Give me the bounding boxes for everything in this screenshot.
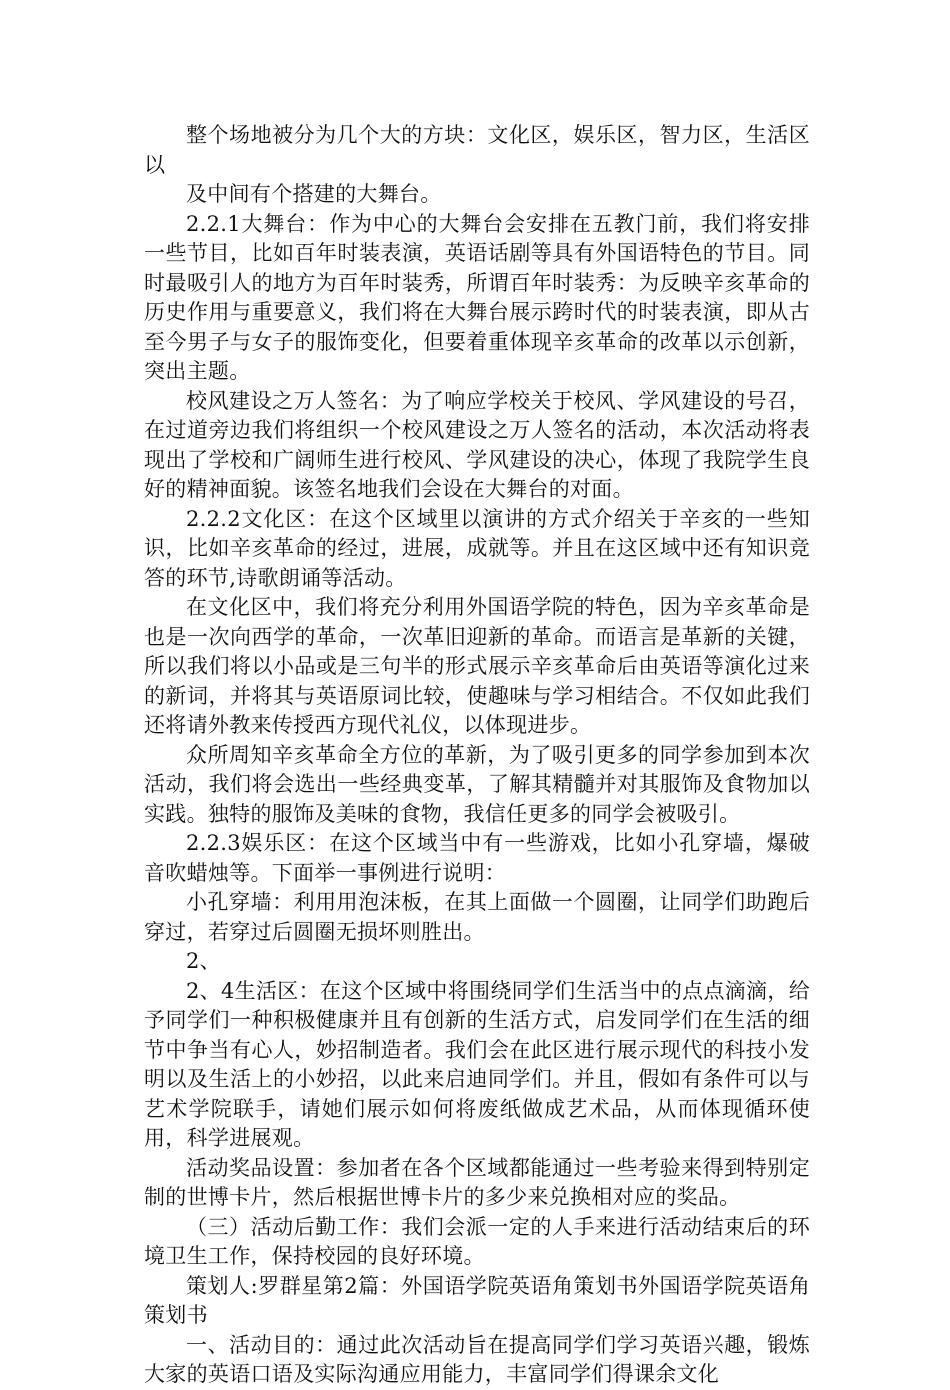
- paragraph-culture-zone: 2.2.2文化区：在这个区域里以演讲的方式介绍关于辛亥的一些知识，比如辛亥革命的经过，进展，成就等。并且在这区域中还有知识竞答的环节,诗歌朗诵等活动。: [144, 506, 810, 590]
- paragraph-prizes: 活动奖品设置：参加者在各个区域都能通过一些考验来得到特别定制的世博卡片，然后根据世博卡片的多少来兑换相对应的奖品。: [144, 1155, 810, 1209]
- paragraph-planner: 策划人:罗群星第2篇：外国语学院英语角策划书外国语学院英语角策划书: [144, 1273, 810, 1327]
- paragraph-main-stage: 2.2.1大舞台：作为中心的大舞台会安排在五教门前，我们将安排一些节目，比如百年时装表演，英语话剧等具有外国语特色的节目。同时最吸引人的地方为百年时装秀，所谓百年时装秀：为反映辛亥革命的历史作用与重要意义，我们将在大舞台展示跨时代的时装表演，即从古至今男子与女子的服饰变化，但要着重体现辛亥革命的改革以示创新，突出主题。: [144, 211, 810, 383]
- paragraph-activity-purpose: 一、活动目的：通过此次活动旨在提高同学们学习英语兴趣，锻炼大家的英语口语及实际沟通应用能力，丰富同学们得课余文化: [144, 1332, 810, 1386]
- paragraph-reform-practice: 众所周知辛亥革命全方位的革新，为了吸引更多的同学参加到本次活动，我们将会选出一些经典变革，了解其精髓并对其服饰及食物加以实践。独特的服饰及美味的食物，我信任更多的同学会被吸引。: [144, 742, 810, 826]
- paragraph-signature-campaign: 校风建设之万人签名：为了响应学校关于校风、学风建设的号召，在过道旁边我们将组织一个校风建设之万人签名的活动，本次活动将表现出了学校和广阔师生进行校风、学风建设的决心，体现了我院学生良好的精神面貌。该签名地我们会设在大舞台的对面。: [144, 388, 810, 501]
- paragraph-logistics: （三）活动后勤工作：我们会派一定的人手来进行活动结束后的环境卫生工作，保持校园的良好环境。: [144, 1214, 810, 1268]
- paragraph-entertainment-zone: 2.2.3娱乐区：在这个区域当中有一些游戏，比如小孔穿墙，爆破音吹蜡烛等。下面举一事例进行说明：: [144, 831, 810, 885]
- paragraph-hole-game: 小孔穿墙：利用用泡沫板，在其上面做一个圆圈，让同学们助跑后穿过，若穿过后圆圈无损坏则胜出。: [144, 890, 810, 944]
- paragraph-culture-zone-detail: 在文化区中，我们将充分利用外国语学院的特色，因为辛亥革命是也是一次向西学的革命，一次革旧迎新的革命。而语言是革新的关键，所以我们将以小品或是三句半的形式展示辛亥革命后由英语等演化过来的新词，并将其与英语原词比较，使趣味与学习相结合。不仅如此我们还将请外教来传授西方现代礼仪，以体现进步。: [144, 595, 810, 737]
- paragraph-life-zone: 2、4生活区：在这个区域中将围绕同学们生活当中的点点滴滴，给予同学们一种积极健康并且有创新的生活方式，启发同学们在生活的细节中争当有心人，妙招制造者。我们会在此区进行展示现代的科技小发明以及生活上的小妙招，以此来启迪同学们。并且，假如有条件可以与艺术学院联手，请她们展示如何将废纸做成艺术品，从而体现循环使用，科学进展观。: [144, 978, 810, 1150]
- paragraph-layout-intro-cont: 及中间有个搭建的大舞台。: [186, 182, 442, 206]
- paragraph-layout-intro: 整个场地被分为几个大的方块：文化区，娱乐区，智力区，生活区以: [144, 123, 810, 177]
- document-body: [144, 121, 810, 1390]
- paragraph-section-marker: 2、: [186, 949, 221, 973]
